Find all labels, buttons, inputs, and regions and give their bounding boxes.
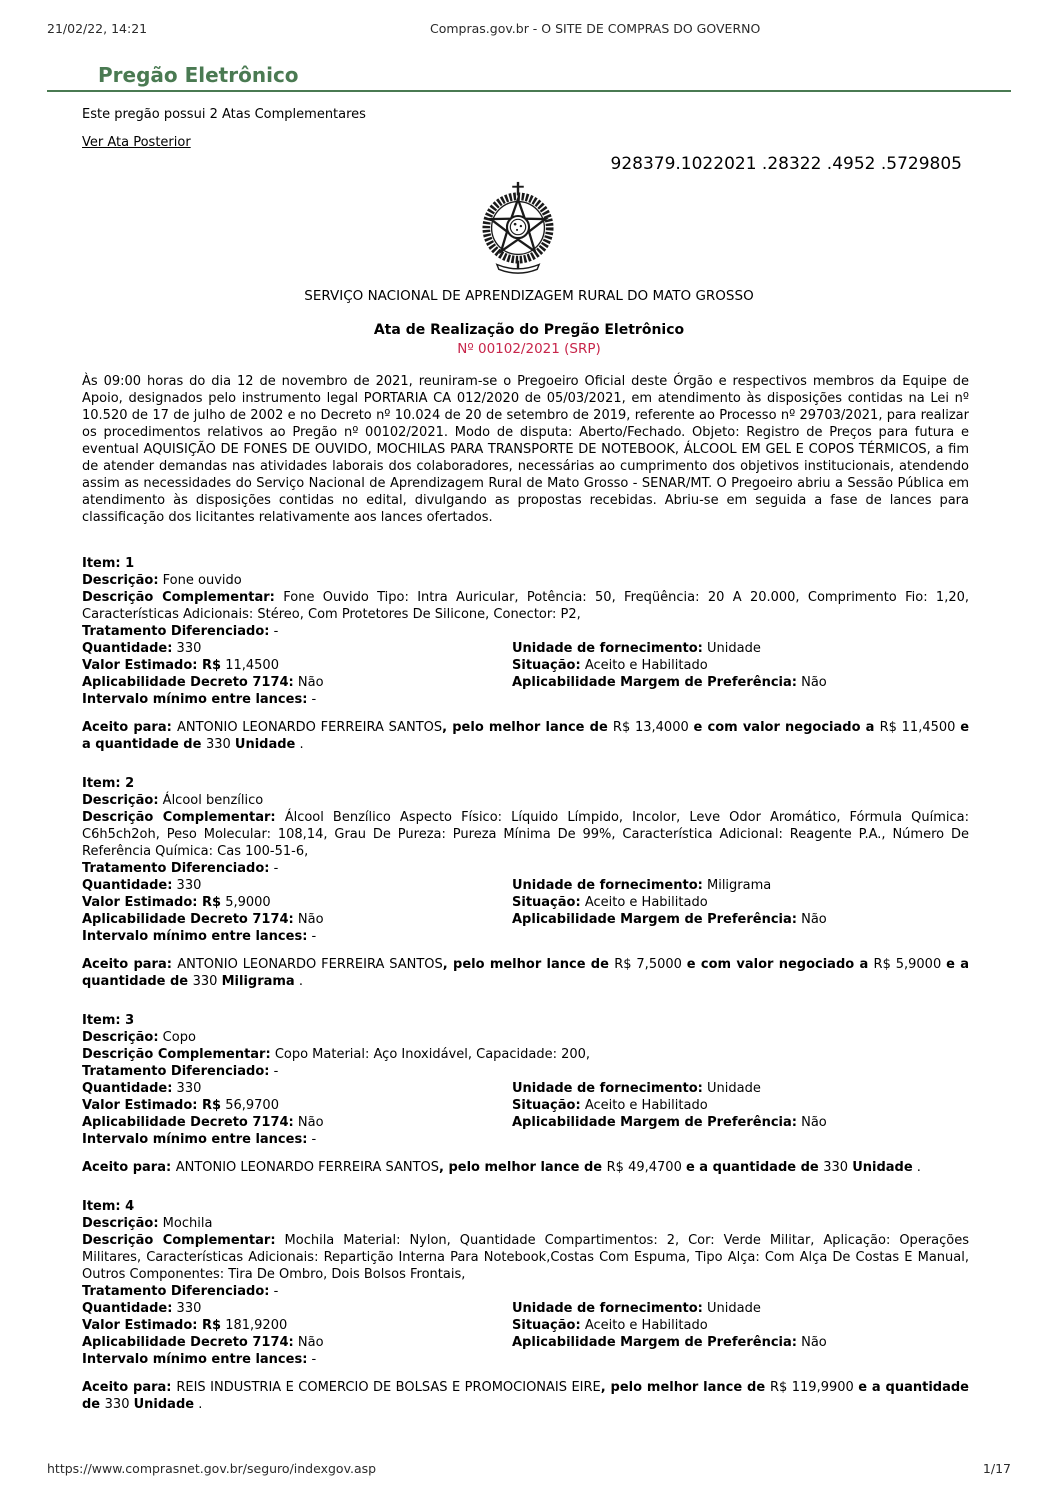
field-label: Aplicabilidade Decreto 7174: (82, 1335, 294, 1350)
field-label: Descrição Complementar: (82, 810, 276, 825)
field-label: Aplicabilidade Margem de Preferência: (512, 675, 797, 690)
field-value: Não (297, 675, 324, 690)
field-value: - (311, 1132, 317, 1147)
field-value: - (311, 1352, 317, 1367)
item-fields-grid (82, 1300, 969, 1351)
field-value: Copo Material: Aço Inoxidável, Capacidade: 200, (274, 1047, 591, 1062)
field-label: Descrição: (82, 1216, 159, 1231)
field-label: Intervalo mínimo entre lances: (82, 1352, 308, 1367)
field-value: Não (801, 1335, 827, 1350)
field-value: Copo (162, 1030, 196, 1045)
item-intervalo-row (82, 1131, 969, 1148)
field-value: Unidade (706, 641, 761, 656)
item-decreto-row (82, 1334, 512, 1351)
field-value: Aceito e Habilitado (584, 1098, 708, 1113)
item-number: Item: 1 (82, 556, 135, 571)
item-margem-row (512, 1334, 969, 1351)
item-intervalo-row (82, 691, 969, 708)
item-situacao-row (512, 894, 969, 911)
item-decreto-row (82, 911, 512, 928)
field-label: Quantidade: (82, 641, 173, 656)
field-label: Valor Estimado: R$ (82, 895, 222, 910)
print-header-datetime: 21/02/22, 14:21 (47, 21, 148, 36)
field-label: Tratamento Diferenciado: (82, 1284, 270, 1299)
field-value: Aceito e Habilitado (584, 658, 708, 673)
item-section-1 (82, 555, 969, 753)
field-value: 330 (176, 1301, 202, 1316)
field-value: Fone Ouvido Tipo: Intra Auricular, Potência: 50, Freqüência: 20 A 20.000, Comprimento Fio: 1,20, Características Adicionais: Stéreo, Com Protetores De Silicone, Conector: P2, (82, 590, 970, 622)
field-value: 330 (176, 1081, 202, 1096)
item-unidade-row (512, 640, 969, 657)
item-descricao-row (82, 792, 969, 809)
organization-name: SERVIÇO NACIONAL DE APRENDIZAGEM RURAL DO MATO GROSSO (304, 288, 754, 304)
print-footer (47, 1460, 1011, 1477)
field-label: Tratamento Diferenciado: (82, 1064, 270, 1079)
item-quantidade-row (82, 1080, 512, 1097)
item-section-3 (82, 1012, 969, 1176)
field-label: Intervalo mínimo entre lances: (82, 692, 308, 707)
ver-ata-posterior-link[interactable]: Ver Ata Posterior (82, 135, 191, 150)
field-value: Não (801, 675, 827, 690)
field-value: Não (297, 912, 324, 927)
document-title: Ata de Realização do Pregão Eletrônico (373, 322, 685, 338)
field-value: Não (297, 1115, 324, 1130)
field-value: 56,9700 (225, 1098, 279, 1113)
item-tratamento-row (82, 1283, 969, 1300)
item-descricao-row (82, 1215, 969, 1232)
field-label: Unidade de fornecimento: (512, 878, 703, 893)
heading-divider (47, 90, 1011, 92)
item-descricao-row (82, 1029, 969, 1046)
item-situacao-row (512, 1097, 969, 1114)
field-label: Aplicabilidade Decreto 7174: (82, 1115, 294, 1130)
item-situacao-row (512, 1317, 969, 1334)
item-intervalo-row (82, 1351, 969, 1368)
field-label: Unidade de fornecimento: (512, 641, 703, 656)
print-header-site-title: Compras.gov.br - O SITE DE COMPRAS DO GOVERNO (430, 21, 761, 36)
field-label: Descrição Complementar: (82, 590, 275, 605)
field-label: Unidade de fornecimento: (512, 1301, 703, 1316)
brazil-coat-of-arms-icon (470, 180, 566, 276)
field-value: - (273, 861, 279, 876)
item-fields-grid (82, 1080, 969, 1131)
field-label: Aplicabilidade Decreto 7174: (82, 912, 294, 927)
field-label: Quantidade: (82, 1301, 173, 1316)
field-label: Valor Estimado: R$ (82, 658, 222, 673)
field-value: Não (801, 1115, 827, 1130)
item-fields-grid (82, 640, 969, 691)
field-value: 181,9200 (225, 1318, 288, 1333)
field-label: Tratamento Diferenciado: (82, 624, 270, 639)
field-value: Aceito e Habilitado (584, 895, 708, 910)
print-footer-page-number: 1/17 (982, 1461, 1011, 1476)
field-value: Mochila (162, 1216, 213, 1231)
item-descricao-complementar-row (82, 589, 969, 623)
field-value: Unidade (706, 1081, 761, 1096)
field-label: Valor Estimado: R$ (82, 1318, 222, 1333)
field-label: Situação: (512, 1318, 581, 1333)
field-value: 330 (176, 641, 202, 656)
item-tratamento-row (82, 1063, 969, 1080)
field-label: Descrição: (82, 573, 159, 588)
item-decreto-row (82, 674, 512, 691)
item-tratamento-row (82, 623, 969, 640)
item-unidade-row (512, 1080, 969, 1097)
field-label: Descrição Complementar: (82, 1047, 271, 1062)
print-footer-url: https://www.comprasnet.gov.br/seguro/indexgov.asp (47, 1461, 377, 1476)
item-valor-row (82, 1317, 512, 1334)
aceito-para-paragraph: Aceito para: ANTONIO LEONARDO FERREIRA SANTOS, pelo melhor lance de R$ 13,4000 e com valor negociado a R$ 11,4500 e a quantidade de 330 Unidade . (82, 720, 970, 752)
field-value: 330 (176, 878, 202, 893)
item-fields-grid (82, 877, 969, 928)
item-valor-row (82, 657, 512, 674)
field-label: Aplicabilidade Decreto 7174: (82, 675, 294, 690)
item-quantidade-row (82, 877, 512, 894)
field-label: Aplicabilidade Margem de Preferência: (512, 1335, 797, 1350)
item-number: Item: 3 (82, 1013, 135, 1028)
field-label: Descrição: (82, 1030, 159, 1045)
field-value: Não (297, 1335, 324, 1350)
aceito-para-paragraph: Aceito para: ANTONIO LEONARDO FERREIRA SANTOS, pelo melhor lance de R$ 7,5000 e com valor negociado a R$ 5,9000 e a quantidade de 330 Miligrama . (82, 957, 969, 989)
item-section-4 (82, 1198, 969, 1413)
field-label: Intervalo mínimo entre lances: (82, 1132, 308, 1147)
document-subtitle: Nº 00102/2021 (SRP) (457, 341, 601, 357)
field-value: Álcool benzílico (162, 793, 264, 808)
item-descricao-complementar-row (82, 1046, 969, 1063)
aceito-para-paragraph: Aceito para: REIS INDUSTRIA E COMERCIO DE BOLSAS E PROMOCIONAIS EIRE, pelo melhor lance de R$ 119,9900 e a quantidade de 330 Unidade . (82, 1380, 969, 1412)
field-label: Quantidade: (82, 878, 173, 893)
field-label: Aplicabilidade Margem de Preferência: (512, 1115, 797, 1130)
field-label: Quantidade: (82, 1081, 173, 1096)
item-descricao-complementar-row (82, 809, 969, 860)
field-value: - (273, 1064, 279, 1079)
item-situacao-row (512, 657, 969, 674)
item-section-2 (82, 775, 969, 990)
item-margem-row (512, 1114, 969, 1131)
item-valor-row (82, 894, 512, 911)
field-value: - (273, 624, 279, 639)
item-descricao-row (82, 572, 969, 589)
item-number: Item: 2 (82, 776, 135, 791)
item-margem-row (512, 911, 969, 928)
field-value: Miligrama (706, 878, 772, 893)
item-descricao-complementar-row (82, 1232, 969, 1283)
emblem-row (0, 180, 1047, 276)
field-value: Fone ouvido (162, 573, 242, 588)
field-label: Aplicabilidade Margem de Preferência: (512, 912, 797, 927)
item-number: Item: 4 (82, 1199, 135, 1214)
field-label: Descrição Complementar: (82, 1233, 276, 1248)
item-unidade-row (512, 1300, 969, 1317)
field-value: 5,9000 (225, 895, 271, 910)
aceito-para-paragraph: Aceito para: ANTONIO LEONARDO FERREIRA SANTOS, pelo melhor lance de R$ 49,4700 e a quantidade de 330 Unidade . (82, 1160, 921, 1175)
process-number: 928379.1022021 .28322 .4952 .5729805 (610, 154, 962, 174)
field-label: Descrição: (82, 793, 159, 808)
item-intervalo-row (82, 928, 969, 945)
field-value: 11,4500 (225, 658, 279, 673)
field-value: Mochila Material: Nylon, Quantidade Compartimentos: 2, Cor: Verde Militar, Aplicação: Operações Militares, Características Adicionais: Repartição Interna Para Notebook,Costas Com Espuma, Tipo Alça: Com Alça De Costas E Manual, Outros Componentes: Tira De Ombro, Dois Bolsos Frontais, (82, 1233, 969, 1282)
item-decreto-row (82, 1114, 512, 1131)
item-margem-row (512, 674, 969, 691)
field-value: - (311, 929, 317, 944)
item-tratamento-row (82, 860, 969, 877)
item-quantidade-row (82, 1300, 512, 1317)
atas-complementares-note: Este pregão possui 2 Atas Complementares (82, 107, 366, 122)
field-label: Valor Estimado: R$ (82, 1098, 222, 1113)
field-label: Tratamento Diferenciado: (82, 861, 270, 876)
field-label: Situação: (512, 895, 581, 910)
item-quantidade-row (82, 640, 512, 657)
field-value: Não (801, 912, 827, 927)
page-title: Pregão Eletrônico (98, 63, 299, 87)
field-label: Situação: (512, 658, 581, 673)
intro-paragraph: Às 09:00 horas do dia 12 de novembro de 2021, reuniram-se o Pregoeiro Oficial deste Órgão e respectivos membros da Equipe de Apoio, designados pelo instrumento legal PORTARIA CA 012/2020 de 05/03/2021, em atendimento às disposições contidas na Lei nº 10.520 de 17 de julho de 2002 e no Decreto nº 10.024 de 20 de setembro de 2019, referente ao Processo nº 29703/2021, para realizar os procedimentos relativos ao Pregão nº 00102/2021. Modo de disputa: Aberto/Fechado. Objeto: Registro de Preços para futura e eventual AQUISIÇÃO DE FONES DE OUVIDO, MOCHILAS PARA TRANSPORTE DE NOTEBOOK, ÁLCOOL EM GEL E COPOS TÉRMICOS, a fim de atender demandas nas atividades laborais dos colaboradores, necessárias ao cumprimento dos objetivos institucionais, atendendo assim as necessidades do Serviço Nacional de Aprendizagem Rural de Mato Grosso - SENAR/MT. O Pregoeiro abriu a Sessão Pública em atendimento às disposições contidas no edital, divulgando as propostas recebidas. Abriu-se em seguida a fase de lances para classificação dos licitantes relativamente aos lances ofertados. (82, 374, 969, 525)
ver-ata-posterior-link-row (82, 134, 969, 151)
field-label: Intervalo mínimo entre lances: (82, 929, 308, 944)
field-value: Aceito e Habilitado (584, 1318, 708, 1333)
field-label: Unidade de fornecimento: (512, 1081, 703, 1096)
field-label: Situação: (512, 1098, 581, 1113)
item-unidade-row (512, 877, 969, 894)
field-value: Álcool Benzílico Aspecto Físico: Líquido Límpido, Incolor, Leve Odor Aromático, Fórmula Química: C6h5ch2oh, Peso Molecular: 108,14, Grau De Pureza: Pureza Mínima De 99%, Característica Adicional: Reagente P.A., Número De Referência Química: Cas 100-51-6, (82, 810, 970, 859)
item-valor-row (82, 1097, 512, 1114)
field-value: Unidade (706, 1301, 761, 1316)
field-value: - (311, 692, 317, 707)
field-value: - (273, 1284, 279, 1299)
